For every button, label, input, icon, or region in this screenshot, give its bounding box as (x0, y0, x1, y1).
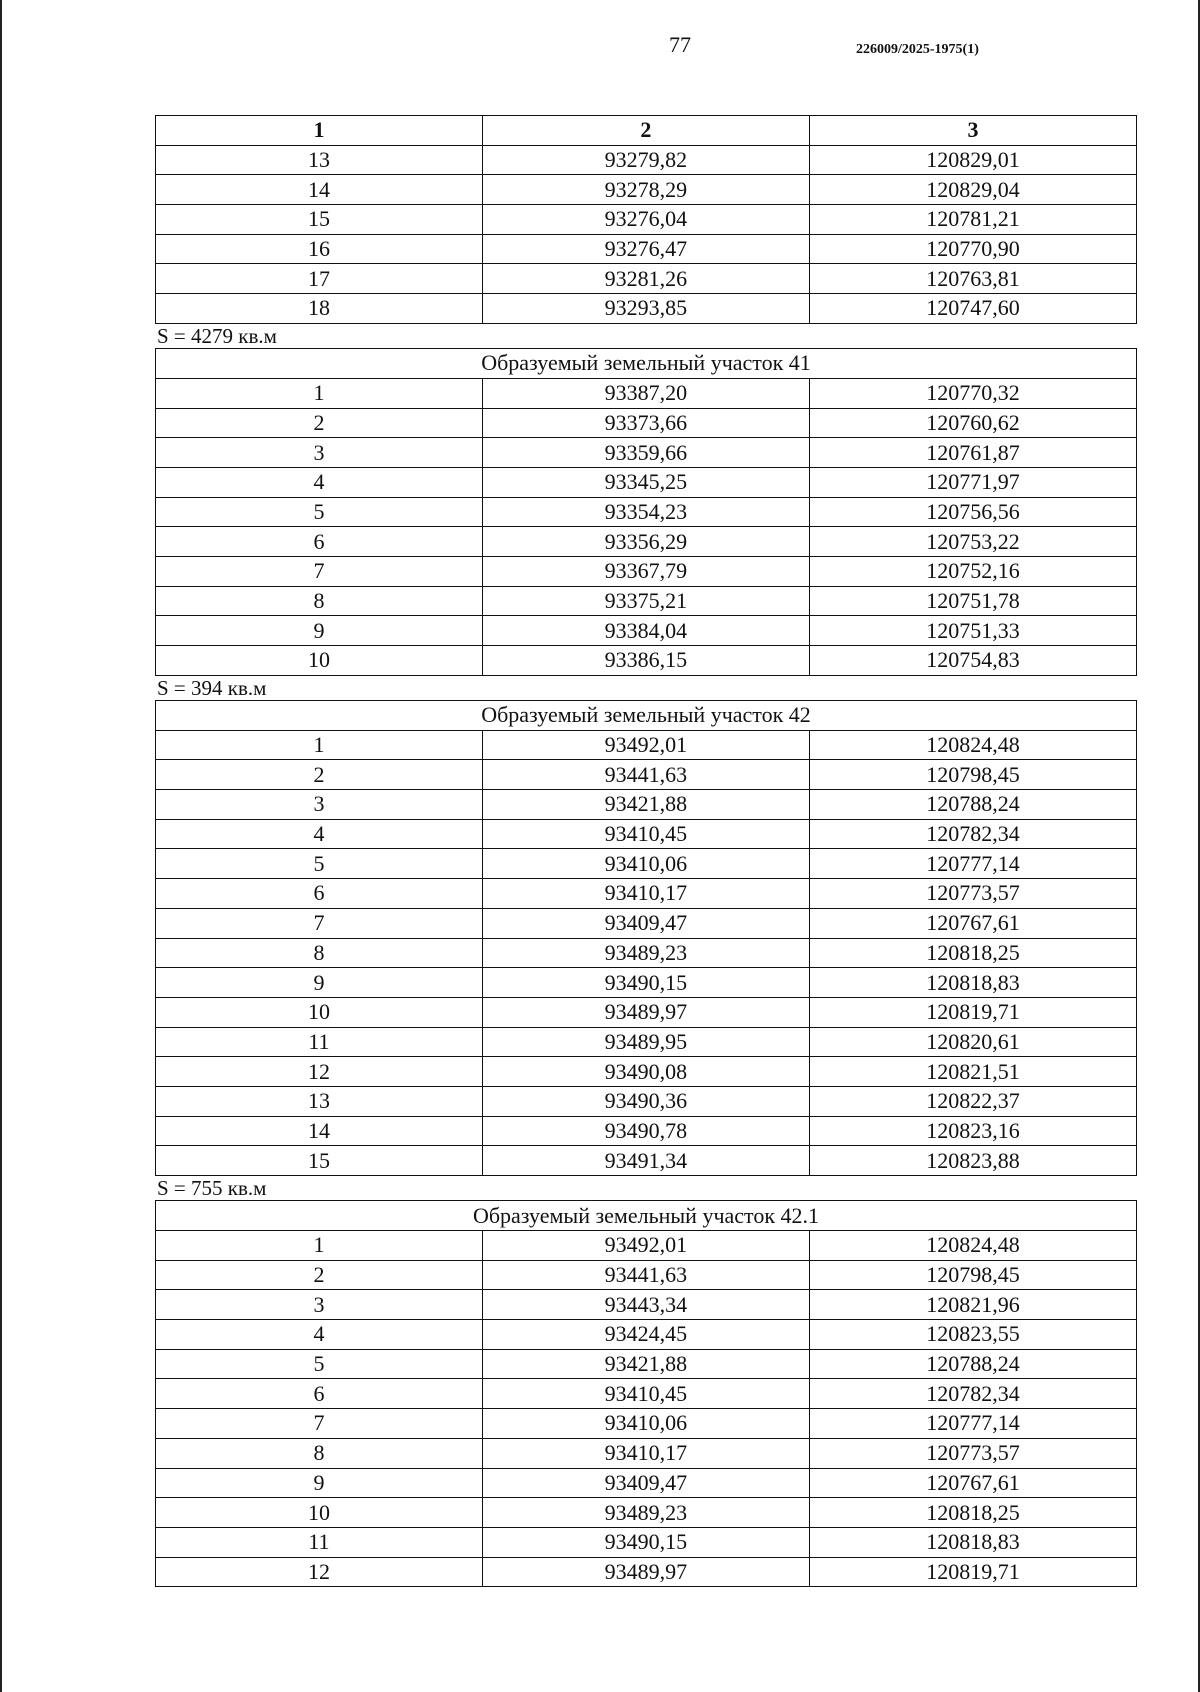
point-number: 4 (156, 467, 483, 497)
coordinate-y: 120824,48 (809, 1231, 1136, 1261)
coordinate-x: 93491,34 (482, 1146, 809, 1176)
point-number: 16 (156, 234, 483, 264)
coordinate-y: 120752,16 (809, 556, 1136, 586)
table-row (156, 819, 1137, 849)
table-row (156, 1116, 1137, 1146)
coordinate-y: 120760,62 (809, 408, 1136, 438)
coordinate-y: 120818,25 (809, 938, 1136, 968)
table-row (156, 497, 1137, 527)
coordinate-x: 93373,66 (482, 408, 809, 438)
point-number: 12 (156, 1057, 483, 1087)
coordinate-x: 93410,45 (482, 819, 809, 849)
parcel-caption: Образуемый земельный участок 41 (156, 348, 1137, 378)
table-body (156, 348, 1137, 675)
coordinate-x: 93345,25 (482, 467, 809, 497)
point-number: 10 (156, 1498, 483, 1528)
area-label: S = 4279 кв.м (157, 323, 277, 348)
coordinate-y: 120777,14 (809, 849, 1136, 879)
coordinate-y: 120753,22 (809, 527, 1136, 557)
coordinate-x: 93293,85 (482, 294, 809, 324)
table-row (156, 760, 1137, 790)
point-number: 10 (156, 997, 483, 1027)
point-number: 10 (156, 646, 483, 676)
point-number: 8 (156, 1438, 483, 1468)
table-row (156, 264, 1137, 294)
coordinate-y: 120756,56 (809, 497, 1136, 527)
table-row (156, 556, 1137, 586)
table-row (156, 1260, 1137, 1290)
point-number: 6 (156, 527, 483, 557)
coordinate-x: 93375,21 (482, 586, 809, 616)
coordinate-x: 93490,36 (482, 1086, 809, 1116)
coordinate-y: 120823,88 (809, 1146, 1136, 1176)
point-number: 14 (156, 1116, 483, 1146)
coordinate-y: 120788,24 (809, 1349, 1136, 1379)
coordinate-y: 120821,51 (809, 1057, 1136, 1087)
point-number: 12 (156, 1557, 483, 1587)
table-row (156, 294, 1137, 324)
coordinate-y: 120751,33 (809, 616, 1136, 646)
parcel-41-table (155, 348, 1137, 676)
coordinate-x: 93359,66 (482, 438, 809, 468)
table-row (156, 205, 1137, 235)
coordinate-y: 120820,61 (809, 1027, 1136, 1057)
coordinate-x: 93386,15 (482, 646, 809, 676)
coordinate-x: 93367,79 (482, 556, 809, 586)
table-row (156, 1146, 1137, 1176)
coordinate-y: 120754,83 (809, 646, 1136, 676)
point-number: 15 (156, 205, 483, 235)
coordinate-y: 120782,34 (809, 1379, 1136, 1409)
point-number: 6 (156, 879, 483, 909)
table-row (156, 879, 1137, 909)
table-row (156, 1086, 1137, 1116)
coordinate-y: 120798,45 (809, 760, 1136, 790)
coordinate-y: 120818,83 (809, 1527, 1136, 1557)
coordinate-x: 93421,88 (482, 1349, 809, 1379)
table-caption-row (156, 700, 1137, 730)
table-row (156, 1468, 1137, 1498)
table-row (156, 1498, 1137, 1528)
table-row (156, 646, 1137, 676)
parcel-42-1-table (155, 1200, 1137, 1587)
coordinate-y: 120824,48 (809, 730, 1136, 760)
point-number: 8 (156, 938, 483, 968)
coordinate-x: 93410,45 (482, 1379, 809, 1409)
point-number: 7 (156, 908, 483, 938)
coordinate-y: 120751,78 (809, 586, 1136, 616)
table-row (156, 1409, 1137, 1439)
point-number: 13 (156, 1086, 483, 1116)
table-header-row (156, 116, 1137, 146)
table-row (156, 938, 1137, 968)
coordinate-y: 120773,57 (809, 879, 1136, 909)
point-number: 9 (156, 1468, 483, 1498)
table-row (156, 1527, 1137, 1557)
point-number: 1 (156, 1231, 483, 1261)
coordinate-y: 120767,61 (809, 908, 1136, 938)
header-col-3: 3 (809, 116, 1136, 146)
table-row (156, 378, 1137, 408)
point-number: 18 (156, 294, 483, 324)
point-number: 7 (156, 1409, 483, 1439)
coordinate-x: 93490,15 (482, 1527, 809, 1557)
point-number: 8 (156, 586, 483, 616)
header-col-1: 1 (156, 116, 483, 146)
table-row (156, 586, 1137, 616)
table-row (156, 849, 1137, 879)
coordinate-x: 93384,04 (482, 616, 809, 646)
coordinate-x: 93492,01 (482, 1231, 809, 1261)
table-row (156, 175, 1137, 205)
coordinate-y: 120829,04 (809, 175, 1136, 205)
coordinate-x: 93492,01 (482, 730, 809, 760)
coordinate-x: 93489,23 (482, 938, 809, 968)
point-number: 3 (156, 438, 483, 468)
coordinate-x: 93356,29 (482, 527, 809, 557)
table-row (156, 1379, 1137, 1409)
coordinate-y: 120781,21 (809, 205, 1136, 235)
parcel-caption: Образуемый земельный участок 42.1 (156, 1201, 1137, 1231)
coordinate-y: 120770,90 (809, 234, 1136, 264)
point-number: 1 (156, 378, 483, 408)
point-number: 3 (156, 790, 483, 820)
coordinate-x: 93410,06 (482, 849, 809, 879)
table-caption-row (156, 1201, 1137, 1231)
coordinate-x: 93278,29 (482, 175, 809, 205)
coordinate-x: 93410,17 (482, 879, 809, 909)
coordinate-y: 120747,60 (809, 294, 1136, 324)
table-row (156, 1438, 1137, 1468)
coordinate-y: 120767,61 (809, 1468, 1136, 1498)
table-row (156, 968, 1137, 998)
parcel-caption: Образуемый земельный участок 42 (156, 700, 1137, 730)
table-body (156, 700, 1137, 1175)
coordinate-x: 93490,78 (482, 1116, 809, 1146)
point-number: 3 (156, 1290, 483, 1320)
coordinate-y: 120788,24 (809, 790, 1136, 820)
coordinate-x: 93409,47 (482, 1468, 809, 1498)
coordinate-x: 93489,95 (482, 1027, 809, 1057)
point-number: 5 (156, 1349, 483, 1379)
page-number: 77 (669, 32, 691, 57)
table-caption-row (156, 348, 1137, 378)
coordinate-x: 93410,17 (482, 1438, 809, 1468)
table-row (156, 234, 1137, 264)
point-number: 9 (156, 968, 483, 998)
coordinate-y: 120819,71 (809, 1557, 1136, 1587)
coordinate-x: 93443,34 (482, 1290, 809, 1320)
coordinates-table-continuation (155, 115, 1137, 324)
point-number: 11 (156, 1027, 483, 1057)
coordinate-y: 120761,87 (809, 438, 1136, 468)
point-number: 2 (156, 1260, 483, 1290)
table-row (156, 438, 1137, 468)
coordinate-y: 120771,97 (809, 467, 1136, 497)
table-row (156, 997, 1137, 1027)
point-number: 6 (156, 1379, 483, 1409)
table-row (156, 1027, 1137, 1057)
coordinate-x: 93441,63 (482, 1260, 809, 1290)
header-col-2: 2 (482, 116, 809, 146)
point-number: 4 (156, 819, 483, 849)
coordinate-x: 93421,88 (482, 790, 809, 820)
coordinate-x: 93489,23 (482, 1498, 809, 1528)
table-row (156, 1320, 1137, 1350)
area-label: S = 755 кв.м (157, 1176, 267, 1200)
coordinate-x: 93489,97 (482, 1557, 809, 1587)
point-number: 14 (156, 175, 483, 205)
coordinate-x: 93490,15 (482, 968, 809, 998)
parcel-42-table (155, 700, 1137, 1176)
coordinate-x: 93490,08 (482, 1057, 809, 1087)
table-row (156, 1057, 1137, 1087)
coordinate-y: 120777,14 (809, 1409, 1136, 1439)
table-row (156, 730, 1137, 760)
point-number: 9 (156, 616, 483, 646)
coordinate-y: 120798,45 (809, 1260, 1136, 1290)
point-number: 5 (156, 497, 483, 527)
coordinate-x: 93279,82 (482, 145, 809, 175)
table-row (156, 790, 1137, 820)
coordinate-y: 120829,01 (809, 145, 1136, 175)
coordinate-y: 120773,57 (809, 1438, 1136, 1468)
table-row (156, 1290, 1137, 1320)
table-row (156, 408, 1137, 438)
point-number: 1 (156, 730, 483, 760)
coordinate-x: 93410,06 (482, 1409, 809, 1439)
coordinate-y: 120763,81 (809, 264, 1136, 294)
point-number: 5 (156, 849, 483, 879)
point-number: 11 (156, 1527, 483, 1557)
coordinate-y: 120823,55 (809, 1320, 1136, 1350)
table-row (156, 145, 1137, 175)
table-row (156, 1557, 1137, 1587)
point-number: 13 (156, 145, 483, 175)
point-number: 2 (156, 408, 483, 438)
coordinate-x: 93424,45 (482, 1320, 809, 1350)
table-row (156, 527, 1137, 557)
coordinate-y: 120821,96 (809, 1290, 1136, 1320)
coordinate-y: 120822,37 (809, 1086, 1136, 1116)
coordinate-y: 120819,71 (809, 997, 1136, 1027)
table-row (156, 616, 1137, 646)
coordinate-y: 120818,25 (809, 1498, 1136, 1528)
coordinate-y: 120770,32 (809, 378, 1136, 408)
table-body (156, 145, 1137, 323)
table-row (156, 1231, 1137, 1261)
document-id: 226009/2025-1975(1) (856, 42, 979, 57)
point-number: 2 (156, 760, 483, 790)
coordinate-x: 93354,23 (482, 497, 809, 527)
point-number: 4 (156, 1320, 483, 1350)
table-row (156, 908, 1137, 938)
point-number: 7 (156, 556, 483, 586)
coordinate-x: 93276,04 (482, 205, 809, 235)
table-row (156, 1349, 1137, 1379)
coordinate-y: 120782,34 (809, 819, 1136, 849)
coordinate-y: 120823,16 (809, 1116, 1136, 1146)
coordinate-x: 93281,26 (482, 264, 809, 294)
coordinate-x: 93276,47 (482, 234, 809, 264)
point-number: 17 (156, 264, 483, 294)
coordinate-x: 93489,97 (482, 997, 809, 1027)
coordinate-y: 120818,83 (809, 968, 1136, 998)
point-number: 15 (156, 1146, 483, 1176)
table-row (156, 467, 1137, 497)
area-label: S = 394 кв.м (157, 675, 267, 700)
coordinate-x: 93387,20 (482, 378, 809, 408)
coordinate-x: 93441,63 (482, 760, 809, 790)
coordinates-content (155, 115, 1137, 1587)
table-body (156, 1201, 1137, 1587)
coordinate-x: 93409,47 (482, 908, 809, 938)
